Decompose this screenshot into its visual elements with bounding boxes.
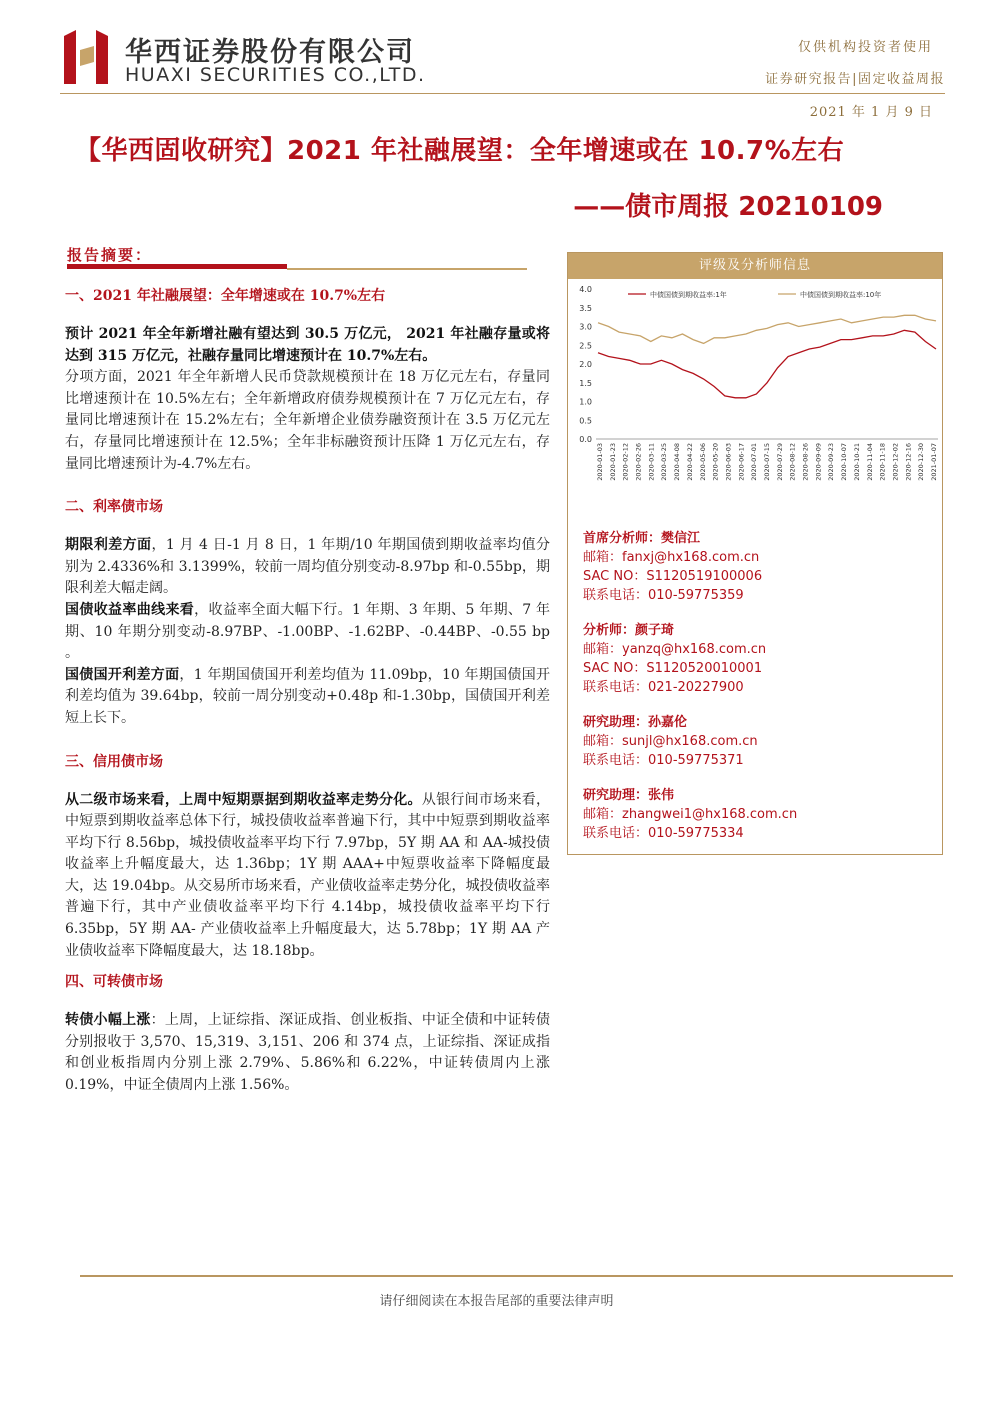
x-tick-label: 2020-02-26 — [634, 443, 643, 481]
x-tick-label: 2020-03-11 — [647, 443, 656, 481]
x-tick-label: 2020-12-02 — [891, 443, 900, 481]
paragraph-lead: 国债国开利差方面 — [65, 666, 180, 683]
paragraph — [65, 665, 550, 730]
analyst-email: 邮箱：sunjl@hx168.com.cn — [583, 734, 758, 749]
summary-body — [65, 286, 550, 1097]
x-tick-label: 2020-07-29 — [775, 443, 784, 481]
audience-note: 仅供机构投资者使用 — [797, 40, 933, 55]
y-tick-label: 3.0 — [579, 322, 592, 332]
summary-underline-gold — [287, 268, 527, 270]
paragraph-text: ：上周，上证综指、深证成指、创业板指、中证全债和中证转债分别报收于 3,570、15,319、3,151、206 和 374 点，上证综指、深证成指和创业板指周内分别上涨 2.79%、5.86%和 6.22%，中证转债周内上涨 0.19%，中证全债周内上涨 1.56%。 — [65, 1012, 551, 1094]
y-tick-label: 0.5 — [579, 416, 592, 426]
paragraph-text: 从银行间市场来看，中短票到期收益率总体下行，城投债收益率普遍下行，其中中短票到期收益率平均下行 8.56bp，城投债收益率平均下行 7.97bp，5Y 期 AA 和 AA-城投债收益率上升幅度最大，达 1.36bp；1Y 期 AAA+中短票收益率下降幅度最大，达 19.04bp。从交易所市场来看，产业债收益率走势分化，城投债收益率普遍下行，其中产业债收益率平均下行 4.14bp，城投债收益率平均下行 6.35bp，5Y 期 AA- 产业债收益率上升幅度最大，达 5.78bp；1Y 期 AA 产业债收益率下降幅度最大，达 18.18bp。 — [65, 791, 551, 959]
paragraph-lead: 预计 2021 年全年新增社融有望达到 30.5 万亿元， 2021 年社融存量或将达到 315 万亿元，社融存量同比增速预计在 10.7%左右。 — [65, 326, 550, 364]
analyst-role: 分析师：颜子琦 — [583, 623, 675, 638]
paragraph-lead: 从二级市场来看，上周中短期票据到期收益率走势分化。 — [65, 791, 422, 808]
paragraph — [65, 600, 550, 665]
paragraph-text: ，1 月 4 日-1 月 8 日，1 年期/10 年期国债到期收益率均值分别为 2.4336%和 3.1399%，较前一周均值分别变动-8.97bp 和-0.55bp，期限利差大幅走阔。 — [65, 537, 551, 597]
report-date: 2021 年 1 月 9 日 — [809, 105, 933, 120]
analyst-email: 邮箱：fanxj@hx168.com.cn — [583, 550, 760, 565]
analyst-sac: SAC NO：S1120520010001 — [583, 661, 763, 676]
x-tick-label: 2021-01-07 — [930, 443, 938, 481]
analyst-entry — [583, 529, 933, 605]
paragraph-lead: 国债收益率曲线来看 — [65, 601, 195, 618]
x-tick-label: 2020-04-08 — [673, 443, 682, 481]
x-tick-label: 2020-09-23 — [827, 443, 836, 481]
analyst-phone: 联系电话：021-20227900 — [583, 680, 744, 695]
x-tick-label: 2020-10-07 — [840, 443, 849, 481]
x-tick-label: 2020-12-16 — [904, 443, 913, 481]
y-tick-label: 2.5 — [579, 341, 592, 351]
paragraph — [65, 790, 550, 963]
summary-underline-red — [67, 264, 287, 269]
paragraph-text: ，1 年期国债国开利差均值为 11.09bp，10 年期国债国开利差均值为 39.64bp，较前一周分别变动+0.48p 和-1.30bp，国债国开利差短上长下。 — [65, 666, 551, 726]
x-tick-label: 2020-03-25 — [660, 443, 669, 481]
analyst-email: 邮箱：zhangwei1@hx168.com.cn — [583, 807, 798, 822]
section-heading: 三、信用债市场 — [65, 753, 163, 770]
x-tick-label: 2020-01-23 — [608, 443, 617, 481]
paragraph — [65, 324, 550, 367]
paragraph-lead: 转债小幅上涨 — [65, 1012, 151, 1029]
section-heading: 四、可转债市场 — [65, 974, 163, 991]
y-tick-label: 1.0 — [579, 397, 592, 407]
report-category: 证券研究报告|固定收益周报 — [765, 72, 945, 87]
series-line — [598, 315, 936, 343]
analyst-list — [583, 529, 933, 859]
report-title: 【华西固收研究】2021 年社融展望：全年增速或在 10.7%左右 — [75, 136, 845, 166]
x-tick-label: 2020-07-01 — [750, 443, 759, 481]
panel-title: 评级及分析师信息 — [568, 253, 942, 279]
analyst-role: 研究助理：孙嘉伦 — [583, 715, 688, 730]
x-tick-label: 2020-05-06 — [698, 443, 707, 481]
x-tick-label: 2020-11-04 — [865, 443, 874, 481]
y-tick-label: 3.5 — [579, 303, 592, 313]
paragraph-text: ，收益率全面大幅下行。1 年期、3 年期、5 年期、7 年期、10 年期分别变动-8.97BP、-1.00BP、-1.62BP、-0.44BP、-0.55 bp 。 — [65, 601, 550, 662]
y-tick-label: 2.0 — [579, 360, 592, 369]
section-heading: 二、利率债市场 — [65, 499, 163, 516]
x-tick-label: 2020-09-09 — [814, 443, 823, 481]
paragraph — [65, 1010, 550, 1096]
analyst-phone: 联系电话：010-59775371 — [583, 753, 744, 768]
legal-disclaimer: 请仔细阅读在本报告尾部的重要法律声明 — [379, 1294, 614, 1309]
x-tick-label: 2020-12-30 — [917, 443, 926, 481]
report-subtitle: ——债市周报 20210109 — [573, 192, 883, 222]
x-tick-label: 2020-04-22 — [685, 443, 694, 481]
yield-chart — [568, 279, 942, 525]
legend-label: 中债国债到期收益率:1年 — [650, 291, 727, 299]
analyst-entry — [583, 621, 933, 697]
section-heading: 一、2021 年社融展望：全年增速或在 10.7%左右 — [65, 288, 386, 304]
paragraph-lead: 期限利差方面 — [65, 537, 152, 554]
company-name-en: HUAXI SECURITIES CO.,LTD. — [125, 64, 426, 86]
x-tick-label: 2020-11-18 — [878, 443, 887, 481]
analyst-phone: 联系电话：010-59775359 — [583, 588, 744, 603]
y-tick-label: 4.0 — [579, 285, 592, 294]
x-tick-label: 2020-08-12 — [788, 443, 797, 481]
y-tick-label: 1.5 — [579, 378, 592, 388]
company-name-cn: 华西证券股份有限公司 — [125, 37, 415, 68]
analyst-entry — [583, 713, 933, 770]
analyst-role: 研究助理：张伟 — [583, 788, 675, 803]
company-logo — [62, 28, 110, 86]
x-tick-label: 2020-05-20 — [711, 443, 720, 481]
footer-divider — [80, 1275, 953, 1277]
analyst-phone: 联系电话：010-59775334 — [583, 826, 744, 841]
x-tick-label: 2020-07-15 — [763, 443, 771, 481]
analyst-email: 邮箱：yanzq@hx168.com.cn — [583, 642, 767, 657]
legend-label: 中债国债到期收益率:10年 — [800, 291, 882, 299]
paragraph — [65, 367, 550, 475]
analyst-sac: SAC NO：S1120519100006 — [583, 569, 763, 584]
analyst-role: 首席分析师：樊信江 — [583, 531, 701, 546]
x-tick-label: 2020-02-12 — [621, 443, 630, 481]
header-divider — [60, 93, 945, 94]
summary-label: 报告摘要： — [67, 246, 153, 264]
x-tick-label: 2020-06-17 — [737, 443, 746, 481]
x-tick-label: 2020-06-03 — [724, 443, 733, 481]
x-tick-label: 2020-08-26 — [801, 443, 810, 481]
paragraph — [65, 535, 550, 600]
analyst-entry — [583, 786, 933, 843]
analyst-panel — [567, 252, 943, 855]
x-tick-label: 2020-01-03 — [596, 443, 604, 481]
y-tick-label: 0.0 — [579, 435, 592, 444]
paragraph-text: 分项方面，2021 年全年新增人民币贷款规模预计在 18 万亿元左右，存量同比增速预计在 10.5%左右；全年新增政府债券规模预计在 7 万亿元左右，存量同比增速预计在 15.2%左右；全年新增企业债券融资预计在 3.5 万亿元左右，存量同比增速预计在 12.5%；全年非标融资预计压降 1 万亿元左右，存量同比增速预计为-4.7%左右。 — [65, 369, 550, 472]
x-tick-label: 2020-10-21 — [852, 443, 861, 481]
